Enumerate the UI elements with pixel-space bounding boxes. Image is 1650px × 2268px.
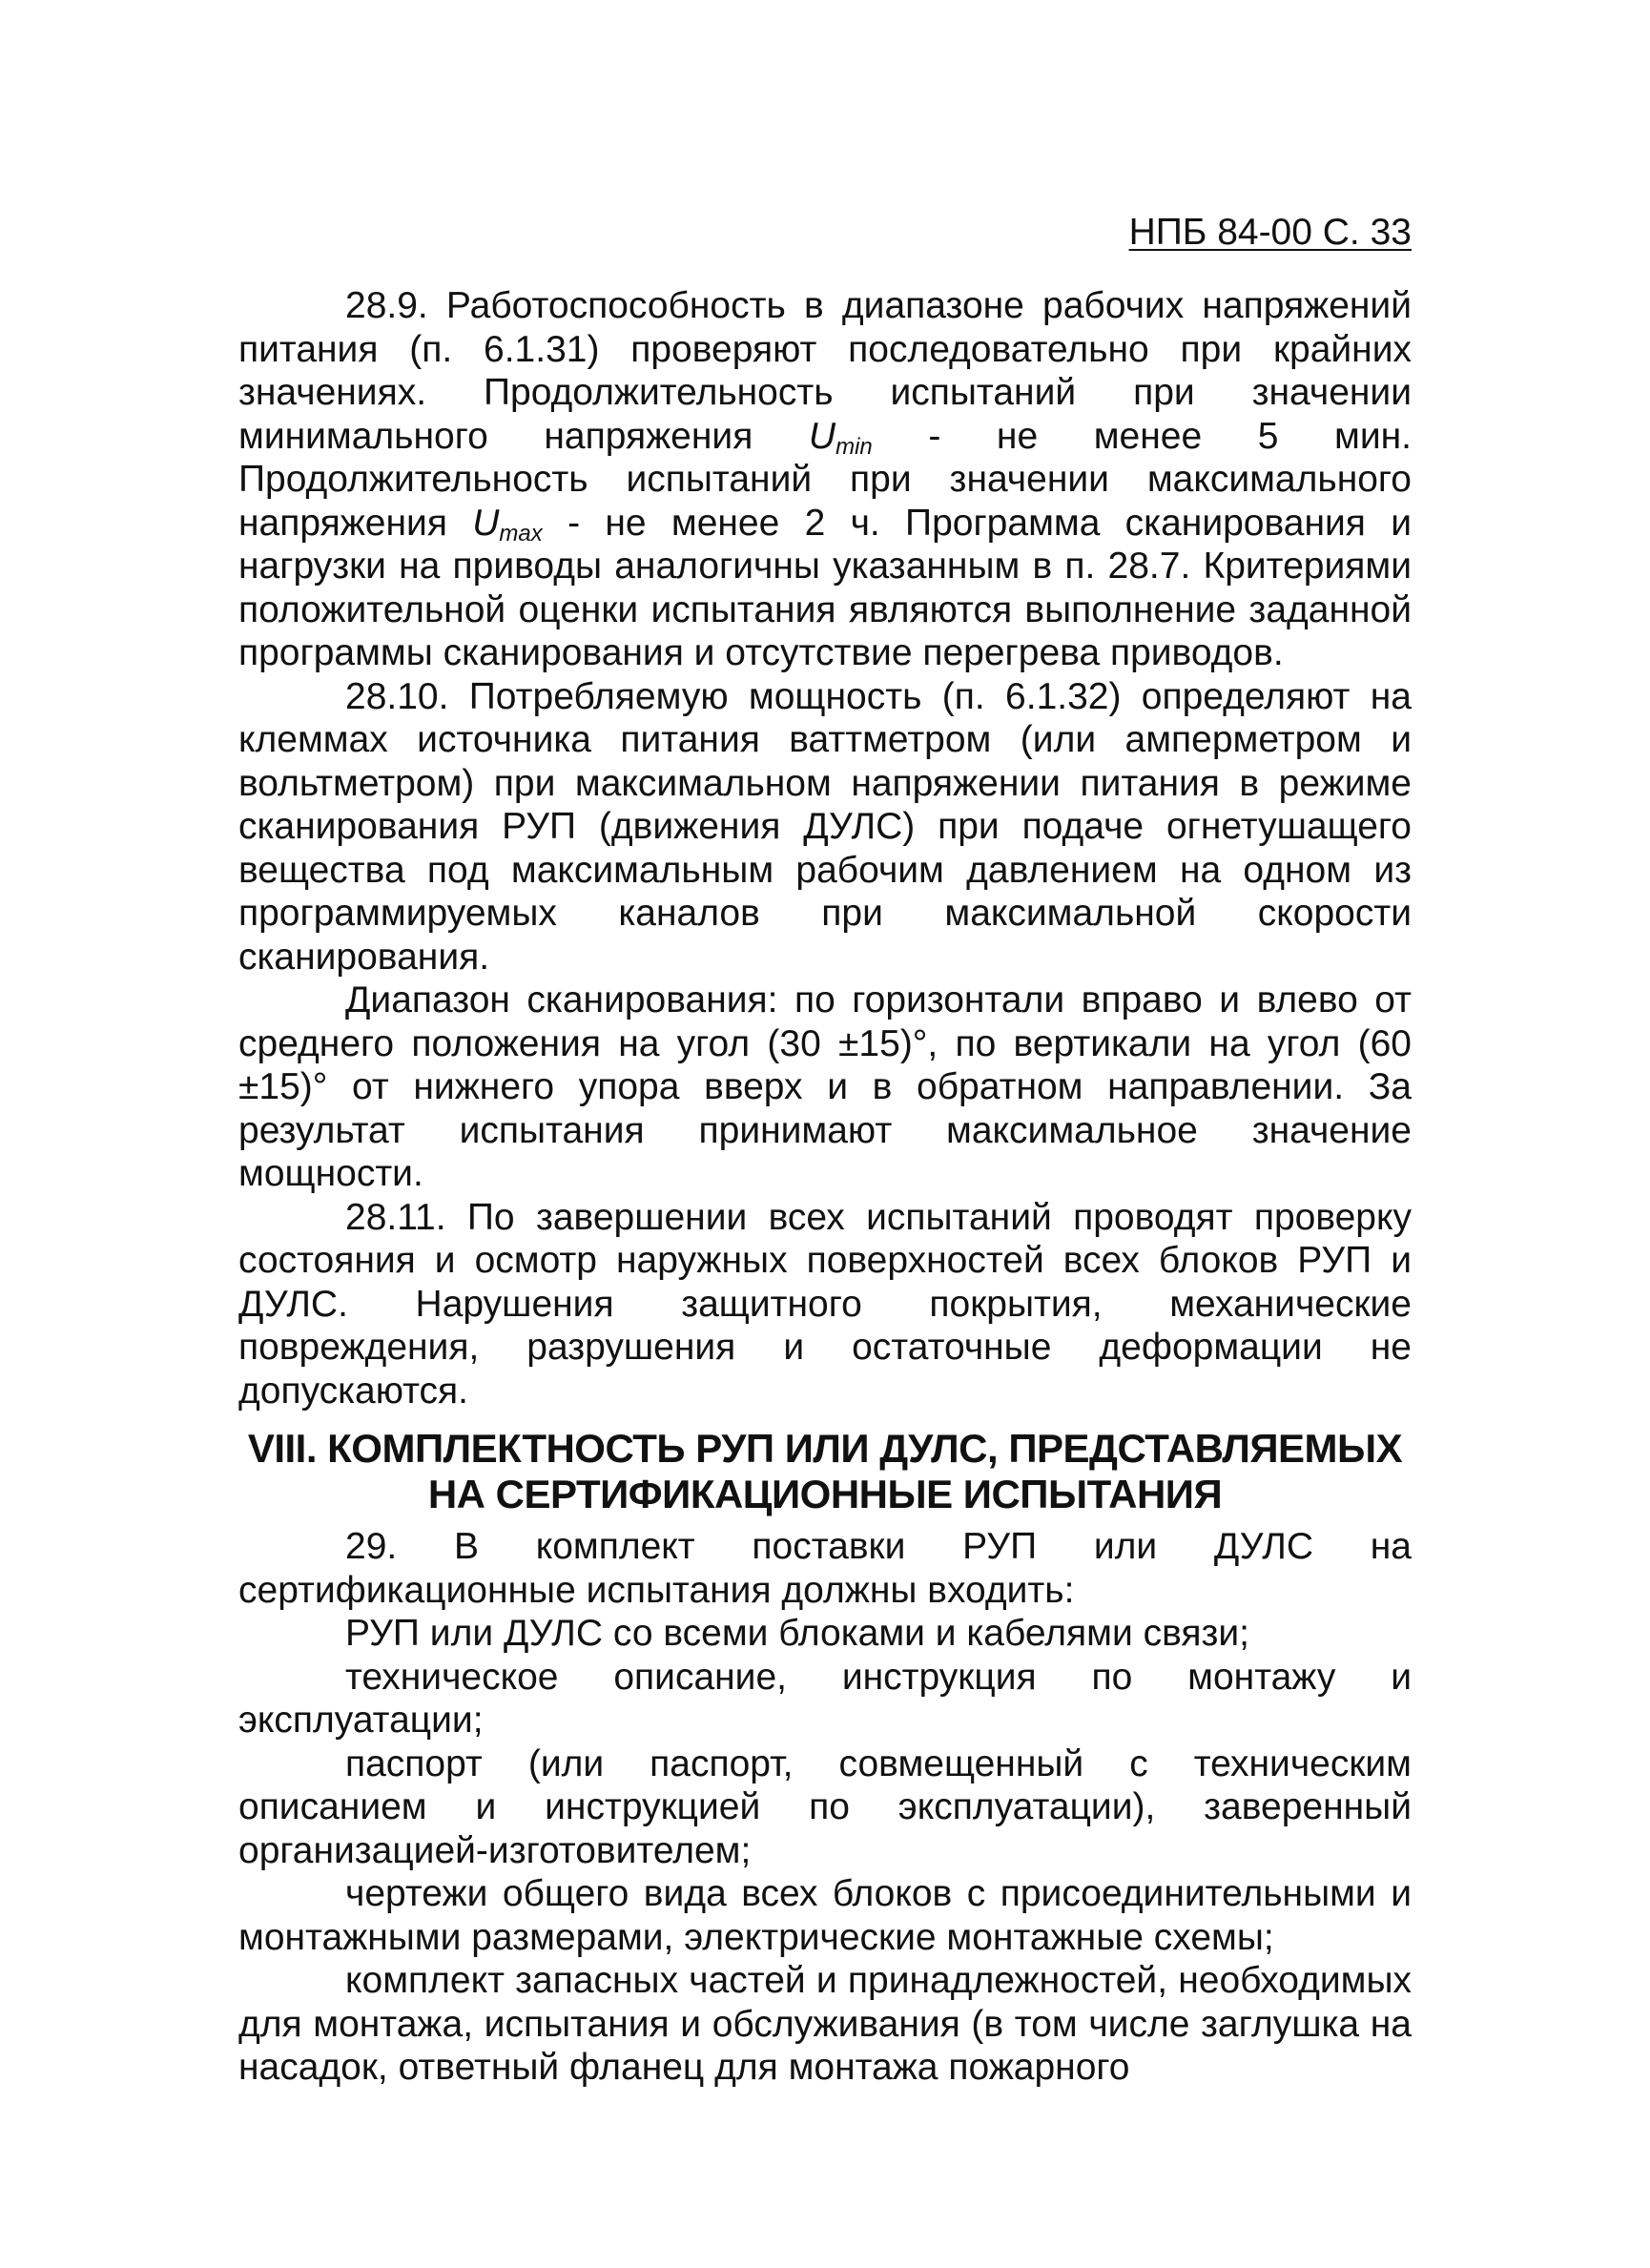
paragraph-29: 29. В комплект поставки РУП или ДУЛС на сертификационные испытания должны входить:: [238, 1526, 1412, 1611]
paragraph-28-9-tail: - не менее 2 ч. Программа сканирования и нагрузки на приводы аналогичны указанным в п. 28.7. Критериями положительной оценки испытания являются выполнение заданной программы сканирования и отсутствие перегрева приводов.: [238, 502, 1412, 673]
page-header-code: НПБ 84-00 С. 33: [1128, 212, 1412, 253]
paragraph-28-9-middle: - не менее 5 мин. Продолжительность испытаний при значении максимального напряжения: [238, 415, 1412, 544]
list-item: чертежи общего вида всех блоков с присоединительными и монтажными размерами, электрические монтажные схемы;: [238, 1873, 1412, 1958]
paragraph-28-9-lead: 28.9. Работоспособность в диапазоне рабочих напряжений питания (п. 6.1.31) проверяют последовательно при крайних значениях. Продолжительность испытаний при значении минимального напряжения: [238, 285, 1412, 457]
paragraph-28-11: 28.11. По завершении всех испытаний проводят проверку состояния и осмотр наружных поверхностей всех блоков РУП и ДУЛС. Нарушения защитного покрытия, механические повреждения, разрушения и остаточные деформации не допускаются.: [238, 1196, 1412, 1412]
list-item: РУП или ДУЛС со всеми блоками и кабелями связи;: [345, 1613, 1249, 1654]
umax-subscript: max: [499, 520, 543, 546]
umin-subscript: min: [835, 433, 873, 460]
document-body: [238, 284, 1412, 2090]
paragraph-28-10: 28.10. Потребляемую мощность (п. 6.1.32) определяют на клеммах источника питания ваттметром (или амперметром и вольтметром) при максимальном напряжении питания в режиме сканирования РУП (движения ДУЛС) при подаче огнетушащего вещества под максимальным рабочим давлением на одном из программируемых каналов при максимальной скорости сканирования.: [238, 675, 1412, 978]
umax-symbol: U: [472, 502, 500, 544]
paragraph-scan-range: Диапазон сканирования: по горизонтали вправо и влево от среднего положения на угол (30 ±15)°, по вертикали на угол (60 ±15)° от нижнего упора вверх и в обратном направлении. За результат испытания принимают максимальное значение мощности.: [238, 979, 1412, 1194]
list-item: техническое описание, инструкция по монтажу и эксплуатации;: [238, 1656, 1412, 1741]
section-heading-line-1: VIII. КОМПЛЕКТНОСТЬ РУП ИЛИ ДУЛС, ПРЕДСТАВЛЯЕМЫХ: [247, 1426, 1403, 1471]
paragraph-28-9: [238, 284, 1412, 675]
list-item: комплект запасных частей и принадлежностей, необходимых для монтажа, испытания и обслуживания (в том числе заглушка на насадок, ответный фланец для монтажа пожарного: [238, 1960, 1412, 2088]
umin-symbol: U: [808, 415, 836, 457]
list-item: паспорт (или паспорт, совмещенный с техническим описанием и инструкцией по эксплуатации), заверенный организацией-изготовителем;: [238, 1742, 1412, 1871]
section-heading-line-2: НА СЕРТИФИКАЦИОННЫЕ ИСПЫТАНИЯ: [427, 1472, 1223, 1516]
section-heading-viii: [238, 1426, 1412, 1517]
